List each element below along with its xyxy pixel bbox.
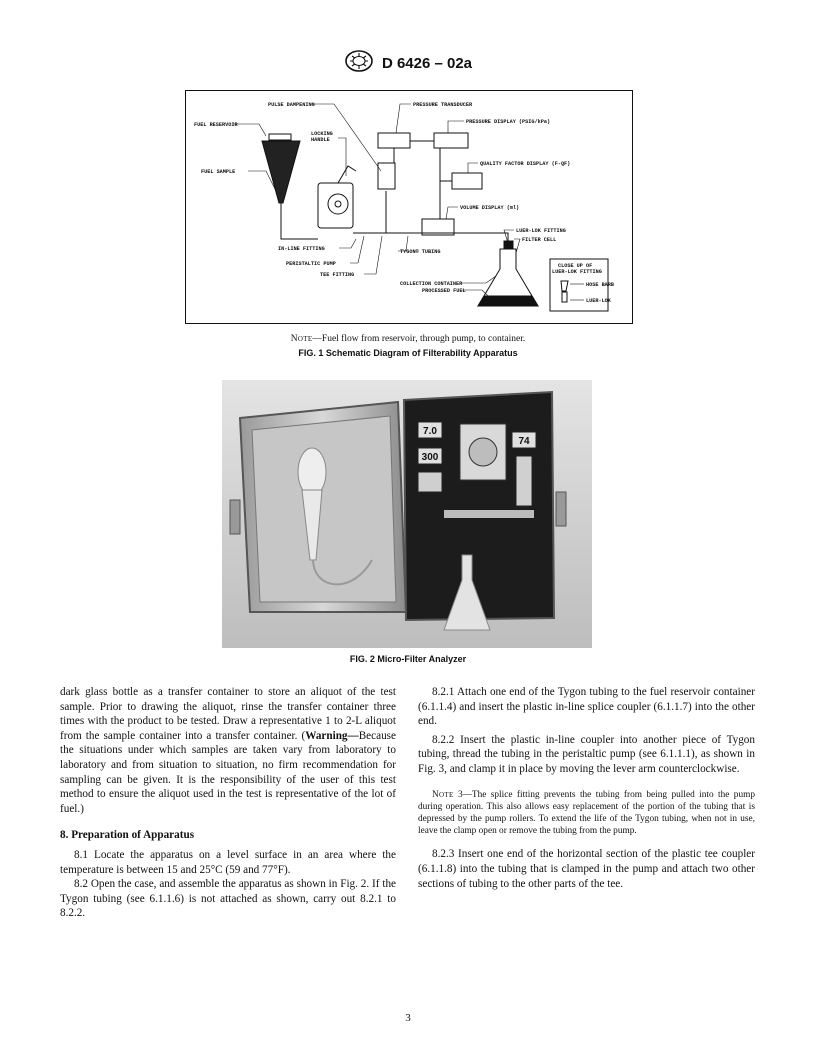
figure-2-caption: FIG. 2 Micro-Filter Analyzer	[349, 654, 467, 664]
document-code: D 6426 – 02a	[381, 55, 473, 72]
note-3: Note 3—The splice fitting prevents the tubing from being pulled into the pump during operation. This also allows easy replacement of the portion of the tubing that is depressed by the pump rollers. To extend the life of the Tygon tubing, when not in use, leave the clamp open or remove the tubing from the pump.	[418, 789, 755, 837]
left-column	[60, 685, 396, 921]
label-fuel-reservoir: FUEL RESERVOIR	[194, 122, 238, 128]
label-processed-fuel: PROCESSED FUEL	[422, 288, 466, 294]
label-in-line-fitting: IN-LINE FITTING	[278, 246, 325, 252]
label-pulse-dampening: PULSE DAMPENING	[268, 102, 315, 108]
label-quality-factor-display: QUALITY FACTOR DISPLAY (F-QF)	[480, 161, 571, 167]
astm-logo-icon	[344, 50, 374, 77]
section-title: 8. Preparation of Apparatus	[60, 829, 195, 842]
figure-1-schematic	[185, 90, 633, 324]
paragraph-8-2: 8.2 Open the case, and assemble the apparatus as shown in Fig. 2. If the Tygon tubing (see 6.1.1.6) is not attached as shown, carry out 8.2.1 to 8.2.2.	[60, 878, 396, 920]
paragraph-8-2-1: 8.2.1 Attach one end of the Tygon tubing to the fuel reservoir container (6.1.1.4) and insert the plastic in-line splice coupler (6.1.1.7) into the other end.	[418, 686, 755, 728]
paragraph-transfer-container: dark glass bottle as a transfer container to store an aliquot of the test sample. Prior to drawing the aliquot, rinse the transfer container three times with the product to be tested. Draw a representative 1 to 2-L aliquot from the sample container into a transfer container. (Warning—Because the situations under which samples are taken vary from laboratory to laboratory and from situation to situation, no firm recommendation for sampling can be given. It is the responsibility of the user of this test method to ensure the aliquot used in the test is representative of the lot of fuel.)	[60, 686, 396, 815]
label-hose-barb: HOSE BARB	[586, 282, 615, 288]
paragraph-8-2-3: 8.2.3 Insert one end of the horizontal section of the plastic tee coupler (6.1.1.8) into the tubing that is clamped in the pump and attach two other sections of tubing to the other parts of the tee.	[418, 848, 755, 890]
figure-1-note: Note—Fuel flow from reservoir, through pump, to container.	[290, 334, 526, 344]
right-column	[418, 685, 755, 891]
label-locking-handle-2: HANDLE	[311, 137, 330, 143]
label-luer-lok-fitting: LUER-LOK FITTING	[516, 228, 566, 234]
label-closeup-2: LUER-LOK FITTING	[552, 269, 602, 275]
label-volume-display: VOLUME DISPLAY (ml)	[460, 205, 520, 211]
label-tygon-tubing: TYGON® TUBING	[400, 249, 441, 255]
label-closeup-1: CLOSE UP OF	[558, 263, 593, 269]
label-fuel-sample: FUEL SAMPLE	[201, 169, 236, 175]
page-number: 3	[405, 1012, 411, 1024]
paragraph-8-1: 8.1 Locate the apparatus on a level surface in an area where the temperature is between 15 and 25°C (59 and 77°F).	[60, 848, 396, 876]
page-header	[0, 50, 816, 77]
label-collection-container: COLLECTION CONTAINER	[400, 281, 463, 287]
figure-1-caption: FIG. 1 Schematic Diagram of Filterability Apparatus	[298, 348, 518, 358]
label-locking-handle-1: LOCKING	[311, 131, 333, 137]
label-tee-fitting: TEE FITTING	[320, 272, 355, 278]
label-filter-cell: FILTER CELL	[522, 237, 557, 243]
display-readout-3: 74	[518, 436, 530, 447]
label-peristaltic-pump: PERISTALTIC PUMP	[286, 261, 336, 267]
label-pressure-transducer: PRESSURE TRANSDUCER	[413, 102, 473, 108]
label-pressure-display: PRESSURE DISPLAY (PSIG/kPa)	[466, 119, 551, 125]
label-luer-lok: LUER-LOK	[586, 298, 611, 304]
display-readout-1: 7.0	[423, 426, 437, 437]
paragraph-8-2-2: 8.2.2 Insert the plastic in-line coupler into another piece of Tygon tubing, thread the tubing in the peristaltic pump (see 6.1.1.1), as shown in Fig. 3, and clamp it in place by moving the lever arm counterclockwise.	[418, 733, 755, 775]
figure-2-photo	[222, 380, 592, 648]
display-readout-2: 300	[421, 452, 439, 463]
